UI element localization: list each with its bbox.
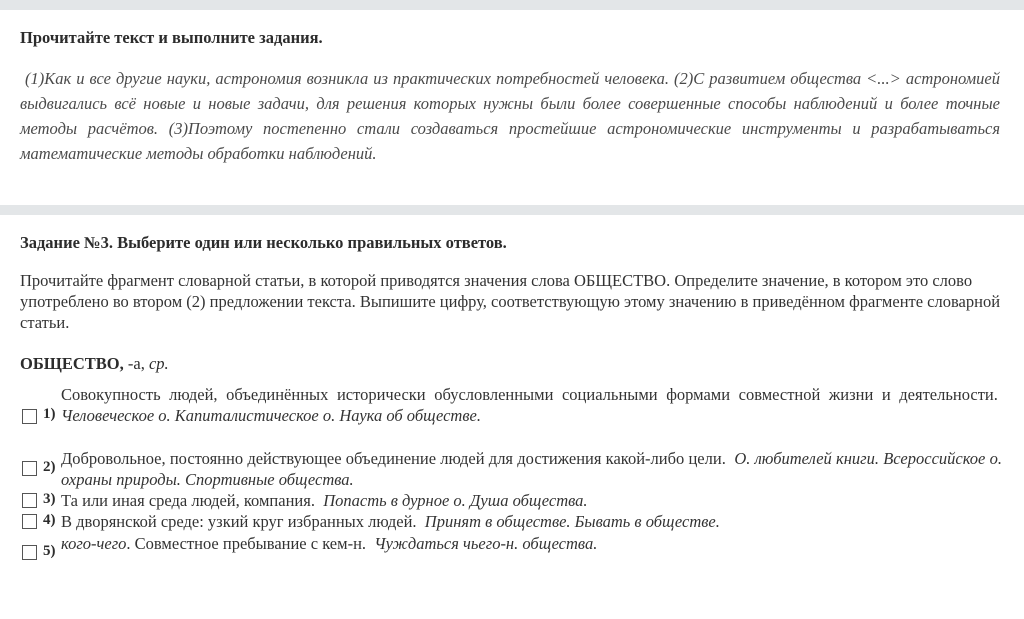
option-5-checkbox[interactable]	[22, 545, 37, 560]
option-4-examples: Принят в обществе. Бывать в обществе.	[424, 512, 720, 531]
top-divider	[0, 0, 1024, 10]
entry-word: ОБЩЕСТВО,	[20, 354, 124, 373]
sentence-3: (3)Поэтому постепенно стали создаваться простейшие астрономические инструменты и разрабатываться математические методы обработки наблюдений.	[20, 119, 1001, 163]
reading-passage	[20, 66, 1000, 166]
option-1-definition: Совокупность людей, объединённых исторически обусловленными социальными формами совместной жизни и деятельности.	[61, 385, 998, 404]
option-5-text	[61, 533, 1002, 554]
option-5-examples: Чуждаться чьего-н. общества.	[374, 534, 598, 553]
reading-heading: Прочитайте текст и выполните задания.	[20, 28, 323, 47]
option-5-number: 5)	[43, 543, 56, 559]
option-2-checkbox[interactable]	[22, 461, 37, 476]
option-2-number: 2)	[43, 459, 56, 475]
sentence-1: (1)Как и все другие науки, астрономия возникла из практических потребностей человека.	[25, 69, 669, 88]
option-3-checkbox[interactable]	[22, 493, 37, 508]
section-divider	[0, 205, 1024, 215]
option-2-examples: О. любителей книги. Всероссийское о. охраны природы. Спортивные общества.	[61, 449, 1002, 489]
option-4-number: 4)	[43, 512, 56, 528]
option-3-examples: Попасть в дурное о. Душа общества.	[323, 491, 588, 510]
option-5-definition: . Совместное пребывание с кем-н.	[126, 534, 367, 553]
option-3-definition: Та или иная среда людей, компания.	[61, 491, 315, 510]
option-2-text	[61, 448, 1002, 490]
option-4-definition: В дворянской среде: узкий круг избранных людей.	[61, 512, 417, 531]
option-1-examples: Человеческое о. Капиталистическое о. Наука об обществе.	[61, 406, 481, 425]
entry-grammar: -а,	[127, 354, 145, 373]
option-1-text	[61, 384, 1002, 426]
option-2-definition: Добровольное, постоянно действующее объединение людей для достижения какой-либо цели.	[61, 449, 726, 468]
dictionary-entry-header	[20, 354, 169, 374]
option-1-number: 1)	[43, 406, 56, 422]
task-heading: Задание №3. Выберите один или несколько правильных ответов.	[20, 233, 507, 252]
task-instruction: Прочитайте фрагмент словарной статьи, в которой приводятся значения слова ОБЩЕСТВО. Определите значение, в котором это слово употреблено во втором (2) предложении текста. Выпишите цифру, соответствующую этому значению в приведённом фрагменте словарной статьи.	[20, 271, 1001, 332]
option-3-number: 3)	[43, 491, 56, 507]
option-1-checkbox[interactable]	[22, 409, 37, 424]
option-4-checkbox[interactable]	[22, 514, 37, 529]
option-5-government: кого-чего	[61, 534, 127, 553]
option-3-text	[61, 490, 1002, 511]
entry-gender: ср.	[148, 354, 169, 373]
sentence-2: (2)С развитием общества <...> астрономией выдвигались всё новые и новые задачи, для решения которых нужны были более совершенные способы наблюдений и более точные методы расчётов.	[20, 69, 1001, 138]
option-4-text	[61, 511, 1002, 532]
